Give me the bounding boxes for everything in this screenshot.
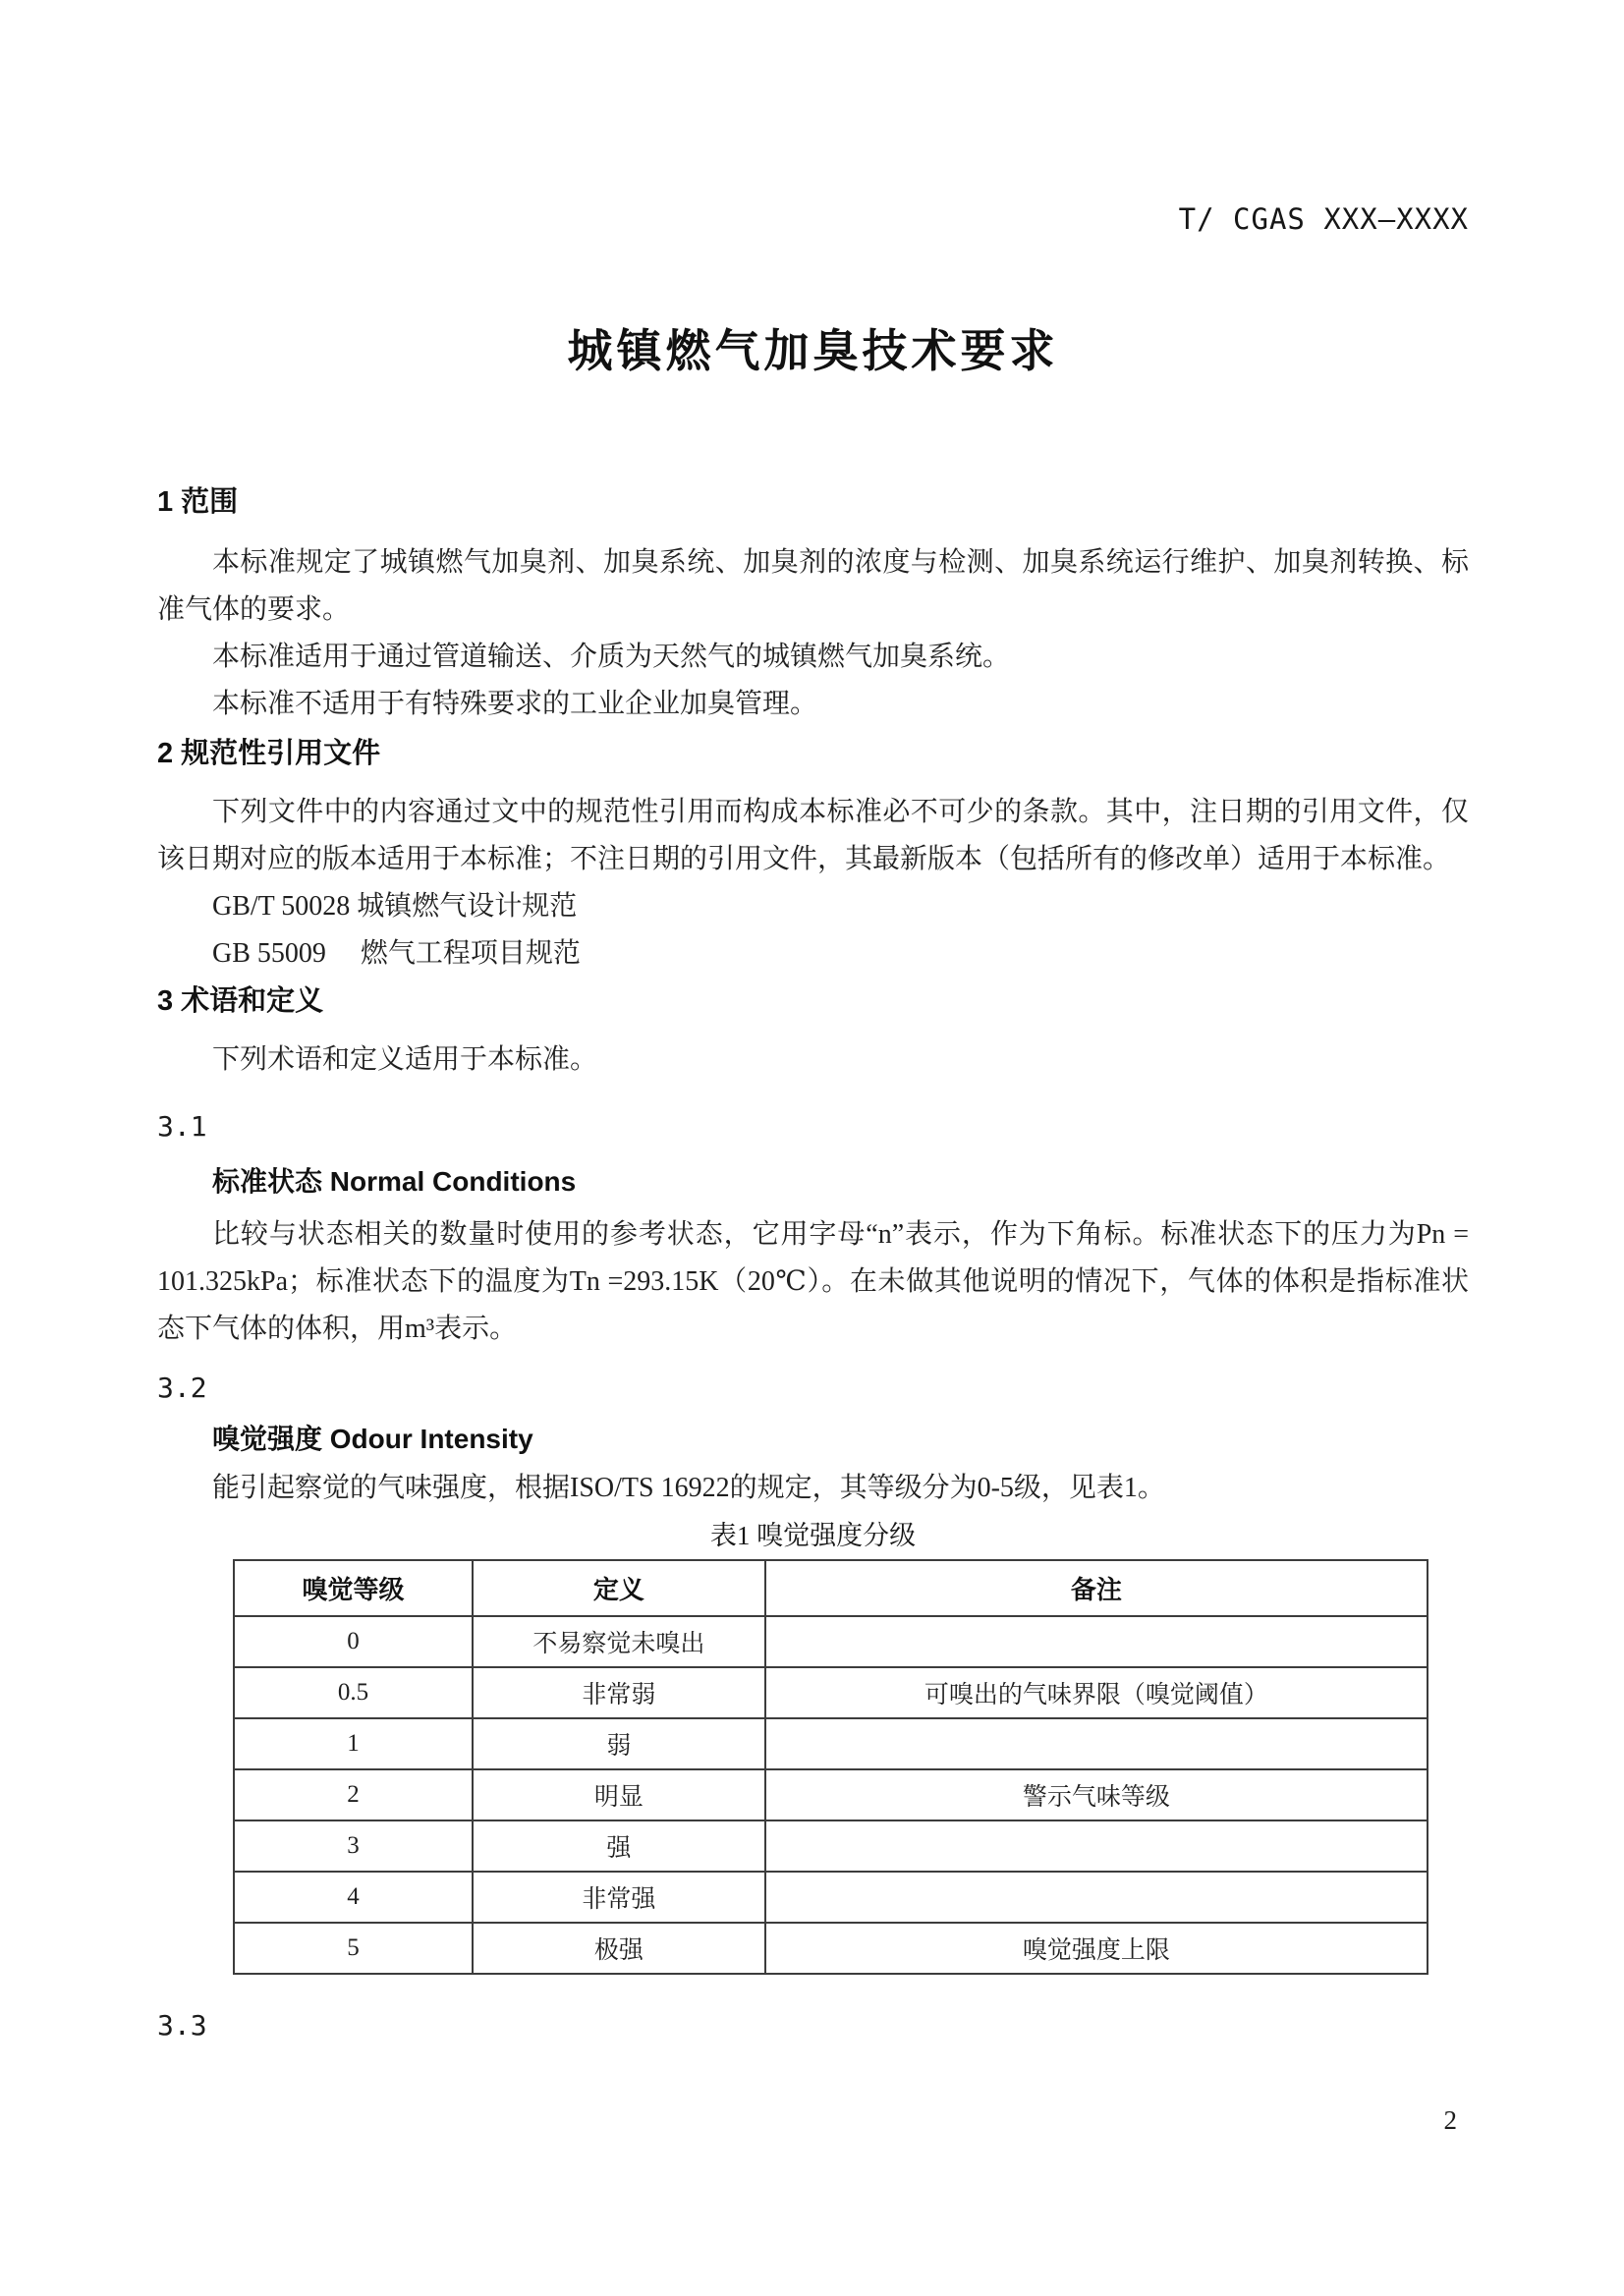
cell-remarks: 可嗅出的气味界限（嗅觉阈值） (765, 1667, 1428, 1718)
cell-grade: 1 (234, 1718, 473, 1769)
section-2-paragraph-1: 下列文件中的内容通过文中的规范性引用而构成本标准必不可少的条款。其中，注日期的引用文件，仅该日期对应的版本适用于本标准；不注日期的引用文件，其最新版本（包括所有的修改单）适用于本标准。 (157, 797, 1469, 874)
cell-definition: 不易察觉未嗅出 (473, 1616, 765, 1667)
term-normal-conditions: 标准状态 Normal Conditions (212, 1166, 577, 1197)
section-1-paragraph-3: 本标准不适用于有特殊要求的工业企业加臭管理。 (212, 689, 818, 719)
section-3-heading: 3 术语和定义 (157, 985, 324, 1017)
table-row (234, 1923, 1428, 1974)
table-row (234, 1820, 1428, 1872)
cell-remarks: 嗅觉强度上限 (765, 1923, 1428, 1974)
cell-grade: 3 (234, 1820, 473, 1872)
cell-remarks (765, 1820, 1428, 1872)
odour-intensity-table (233, 1559, 1428, 1975)
definition-odour-intensity: 能引起察觉的气味强度，根据ISO/TS 16922的规定，其等级分为0-5级，见表1。 (212, 1473, 1165, 1503)
section-1-paragraph-2: 本标准适用于通过管道输送、介质为天然气的城镇燃气加臭系统。 (212, 642, 1011, 672)
page-content (0, 201, 1624, 2047)
cell-grade: 0.5 (234, 1667, 473, 1718)
section-1-heading: 1 范围 (157, 486, 239, 518)
cell-definition: 明显 (473, 1769, 765, 1820)
definition-normal-conditions: 比较与状态相关的数量时使用的参考状态，它用字母“n”表示，作为下角标。标准状态下的压力为Pn = 101.325kPa；标准状态下的温度为Tn =293.15K（20℃）。在未做其他说明的情况下，气体的体积是指标准状态下气体的体积，用m³表示。 (157, 1219, 1469, 1344)
subsection-3-2-number: 3.2 (157, 1372, 207, 1404)
doc-code: T/ CGAS XXX—XXXX (1178, 202, 1469, 236)
cell-definition: 极强 (473, 1923, 765, 1974)
cell-definition: 非常弱 (473, 1667, 765, 1718)
cell-grade: 5 (234, 1923, 473, 1974)
section-2-heading: 2 规范性引用文件 (157, 738, 381, 769)
table-row (234, 1667, 1428, 1718)
table-row (234, 1616, 1428, 1667)
column-header-remarks: 备注 (765, 1560, 1428, 1616)
cell-definition: 非常强 (473, 1872, 765, 1923)
cell-definition: 强 (473, 1820, 765, 1872)
subsection-3-3-number: 3.3 (157, 2009, 207, 2042)
table-1-caption: 表1 嗅觉强度分级 (709, 1521, 917, 1550)
page-number: 2 (1443, 2105, 1457, 2135)
table-row (234, 1872, 1428, 1923)
section-1-paragraph-1: 本标准规定了城镇燃气加臭剂、加臭系统、加臭剂的浓度与检测、加臭系统运行维护、加臭剂转换、标准气体的要求。 (157, 547, 1469, 625)
table-row (234, 1718, 1428, 1769)
table-header-row (234, 1560, 1428, 1616)
column-header-definition: 定义 (473, 1560, 765, 1616)
cell-remarks: 警示气味等级 (765, 1769, 1428, 1820)
cell-grade: 0 (234, 1616, 473, 1667)
cell-grade: 2 (234, 1769, 473, 1820)
subsection-3-1-number: 3.1 (157, 1110, 207, 1143)
cell-remarks (765, 1872, 1428, 1923)
document-title: 城镇燃气加臭技术要求 (567, 325, 1059, 376)
cell-grade: 4 (234, 1872, 473, 1923)
cell-remarks (765, 1718, 1428, 1769)
column-header-odour-grade: 嗅觉等级 (234, 1560, 473, 1616)
table-row (234, 1769, 1428, 1820)
term-odour-intensity: 嗅觉强度 Odour Intensity (212, 1424, 533, 1454)
cell-remarks (765, 1616, 1428, 1667)
reference-gbt-50028: GB/T 50028 城镇燃气设计规范 (212, 891, 578, 922)
cell-definition: 弱 (473, 1718, 765, 1769)
section-3-paragraph-1: 下列术语和定义适用于本标准。 (212, 1044, 598, 1075)
reference-gb-55009: GB 55009 燃气工程项目规范 (212, 938, 581, 969)
